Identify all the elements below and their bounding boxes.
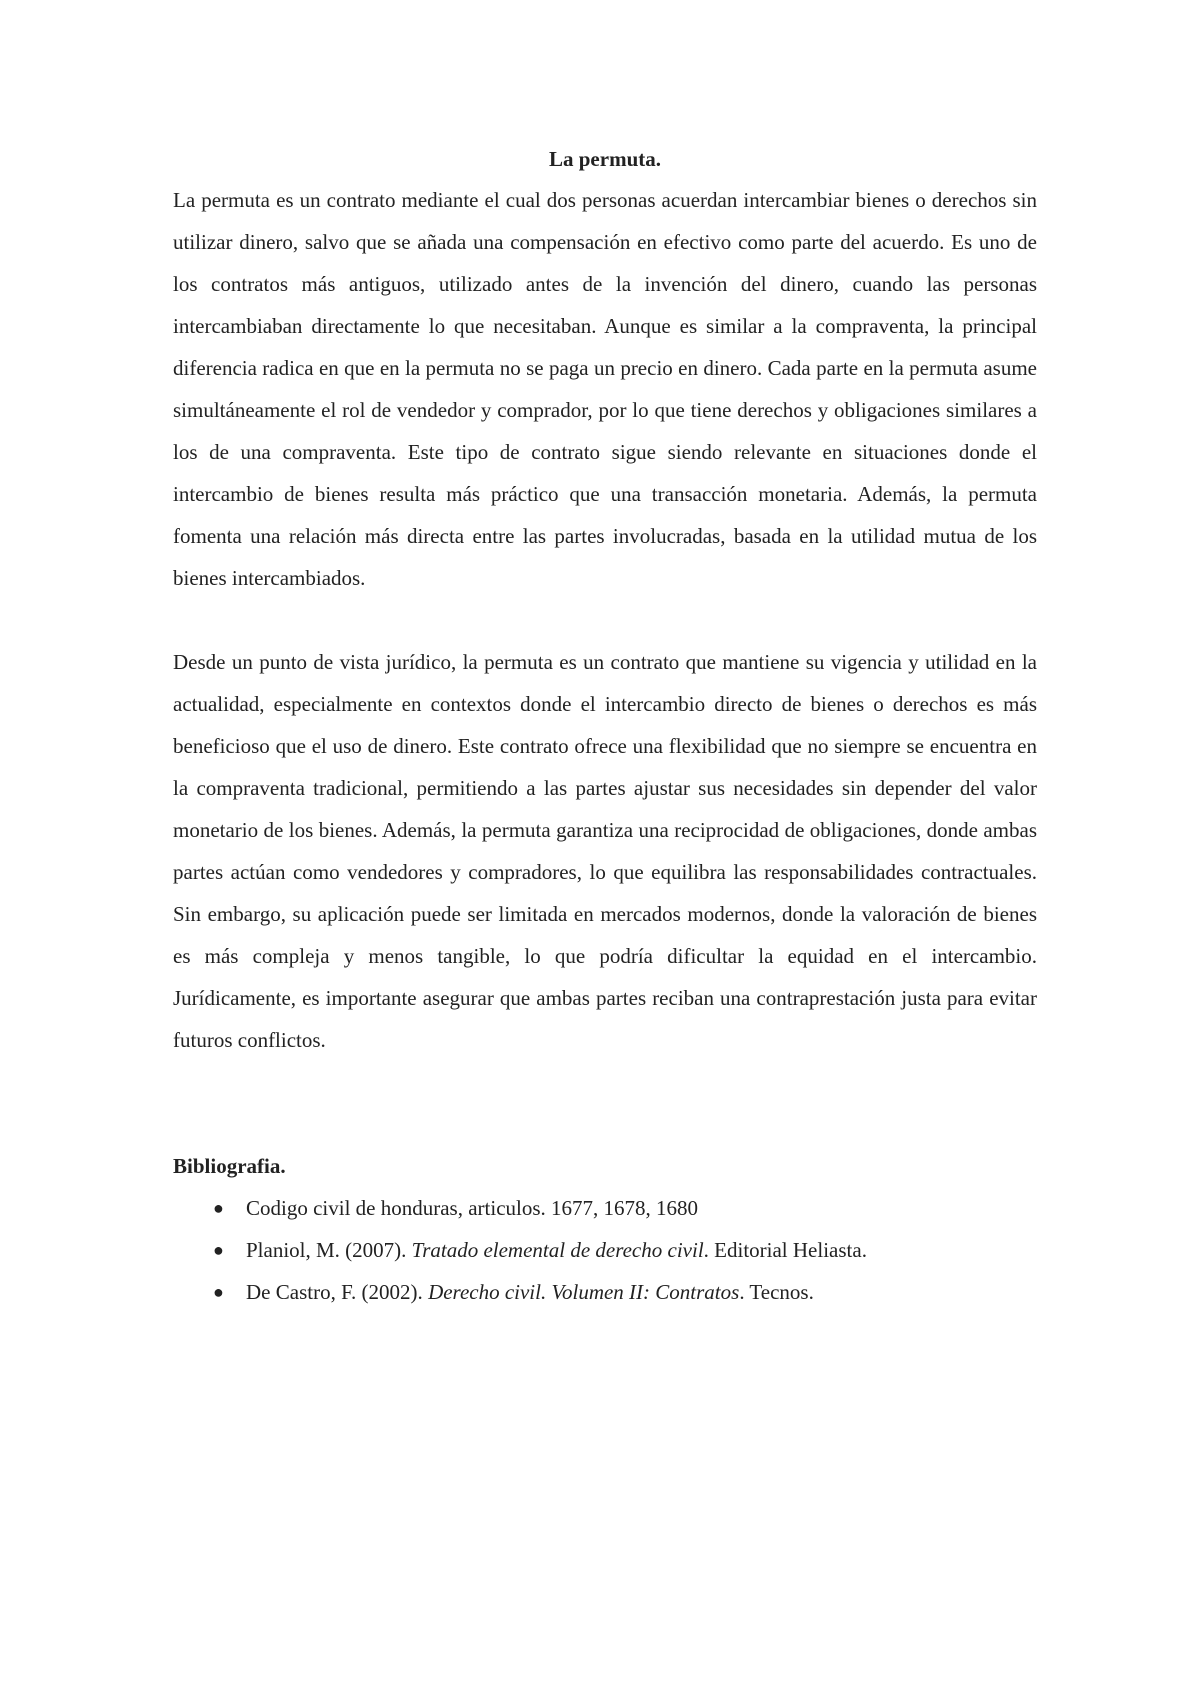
bullet-icon: ● — [213, 1198, 224, 1218]
bullet-icon: ● — [213, 1240, 224, 1260]
bibliography-item-publisher: . Editorial Heliasta. — [703, 1238, 867, 1262]
bibliography-heading: Bibliografia. — [173, 1154, 286, 1178]
document-body — [173, 139, 1037, 1313]
section-spacer — [173, 1061, 1037, 1145]
bibliography-item-work-title: Tratado elemental de derecho civil — [411, 1238, 704, 1262]
bullet-icon: ● — [213, 1282, 224, 1302]
paragraph-2: Desde un punto de vista jurídico, la permuta es un contrato que mantiene su vigencia y utilidad en la actualidad, especialmente en contextos donde el intercambio directo de bienes o derechos es más beneficioso que el uso de dinero. Este contrato ofrece una flexibilidad que no siempre se encuentra en la compraventa tradicional, permitiendo a las partes ajustar sus necesidades sin depender del valor monetario de los bienes. Además, la permuta garantiza una reciprocidad de obligaciones, donde ambas partes actúan como vendedores y compradores, lo que equilibra las responsabilidades contractuales. Sin embargo, su aplicación puede ser limitada en mercados modernos, donde la valoración de bienes es más compleja y menos tangible, lo que podría dificultar la equidad en el intercambio. Jurídicamente, es importante asegurar que ambas partes reciban una contraprestación justa para evitar futuros conflictos. — [173, 650, 1037, 1052]
bibliography-item — [173, 1229, 1037, 1271]
bibliography-item — [173, 1187, 1037, 1229]
bibliography-item — [173, 1271, 1037, 1313]
bibliography-item-publisher: . Tecnos. — [739, 1280, 814, 1304]
bibliography-item-author: De Castro, F. (2002). — [246, 1280, 429, 1304]
paragraph-spacer — [173, 599, 1037, 641]
document-title: La permuta. — [549, 147, 661, 171]
bibliography-item-work-title: Derecho civil. Volumen II: Contratos — [428, 1280, 740, 1304]
bibliography-item-text: Codigo civil de honduras, articulos. 1677, 1678, 1680 — [246, 1196, 699, 1220]
bibliography-item-author: Planiol, M. (2007). — [246, 1238, 412, 1262]
paragraph-1: La permuta es un contrato mediante el cual dos personas acuerdan intercambiar bienes o derechos sin utilizar dinero, salvo que se añada una compensación en efectivo como parte del acuerdo. Es uno de los contratos más antiguos, utilizado antes de la invención del dinero, cuando las personas intercambiaban directamente lo que necesitaban. Aunque es similar a la compraventa, la principal diferencia radica en que en la permuta no se paga un precio en dinero. Cada parte en la permuta asume simultáneamente el rol de vendedor y comprador, por lo que tiene derechos y obligaciones similares a los de una compraventa. Este tipo de contrato sigue siendo relevante en situaciones donde el intercambio de bienes resulta más práctico que una transacción monetaria. Además, la permuta fomenta una relación más directa entre las partes involucradas, basada en la utilidad mutua de los bienes intercambiados. — [173, 188, 1037, 590]
bibliography-list — [173, 1187, 1037, 1313]
